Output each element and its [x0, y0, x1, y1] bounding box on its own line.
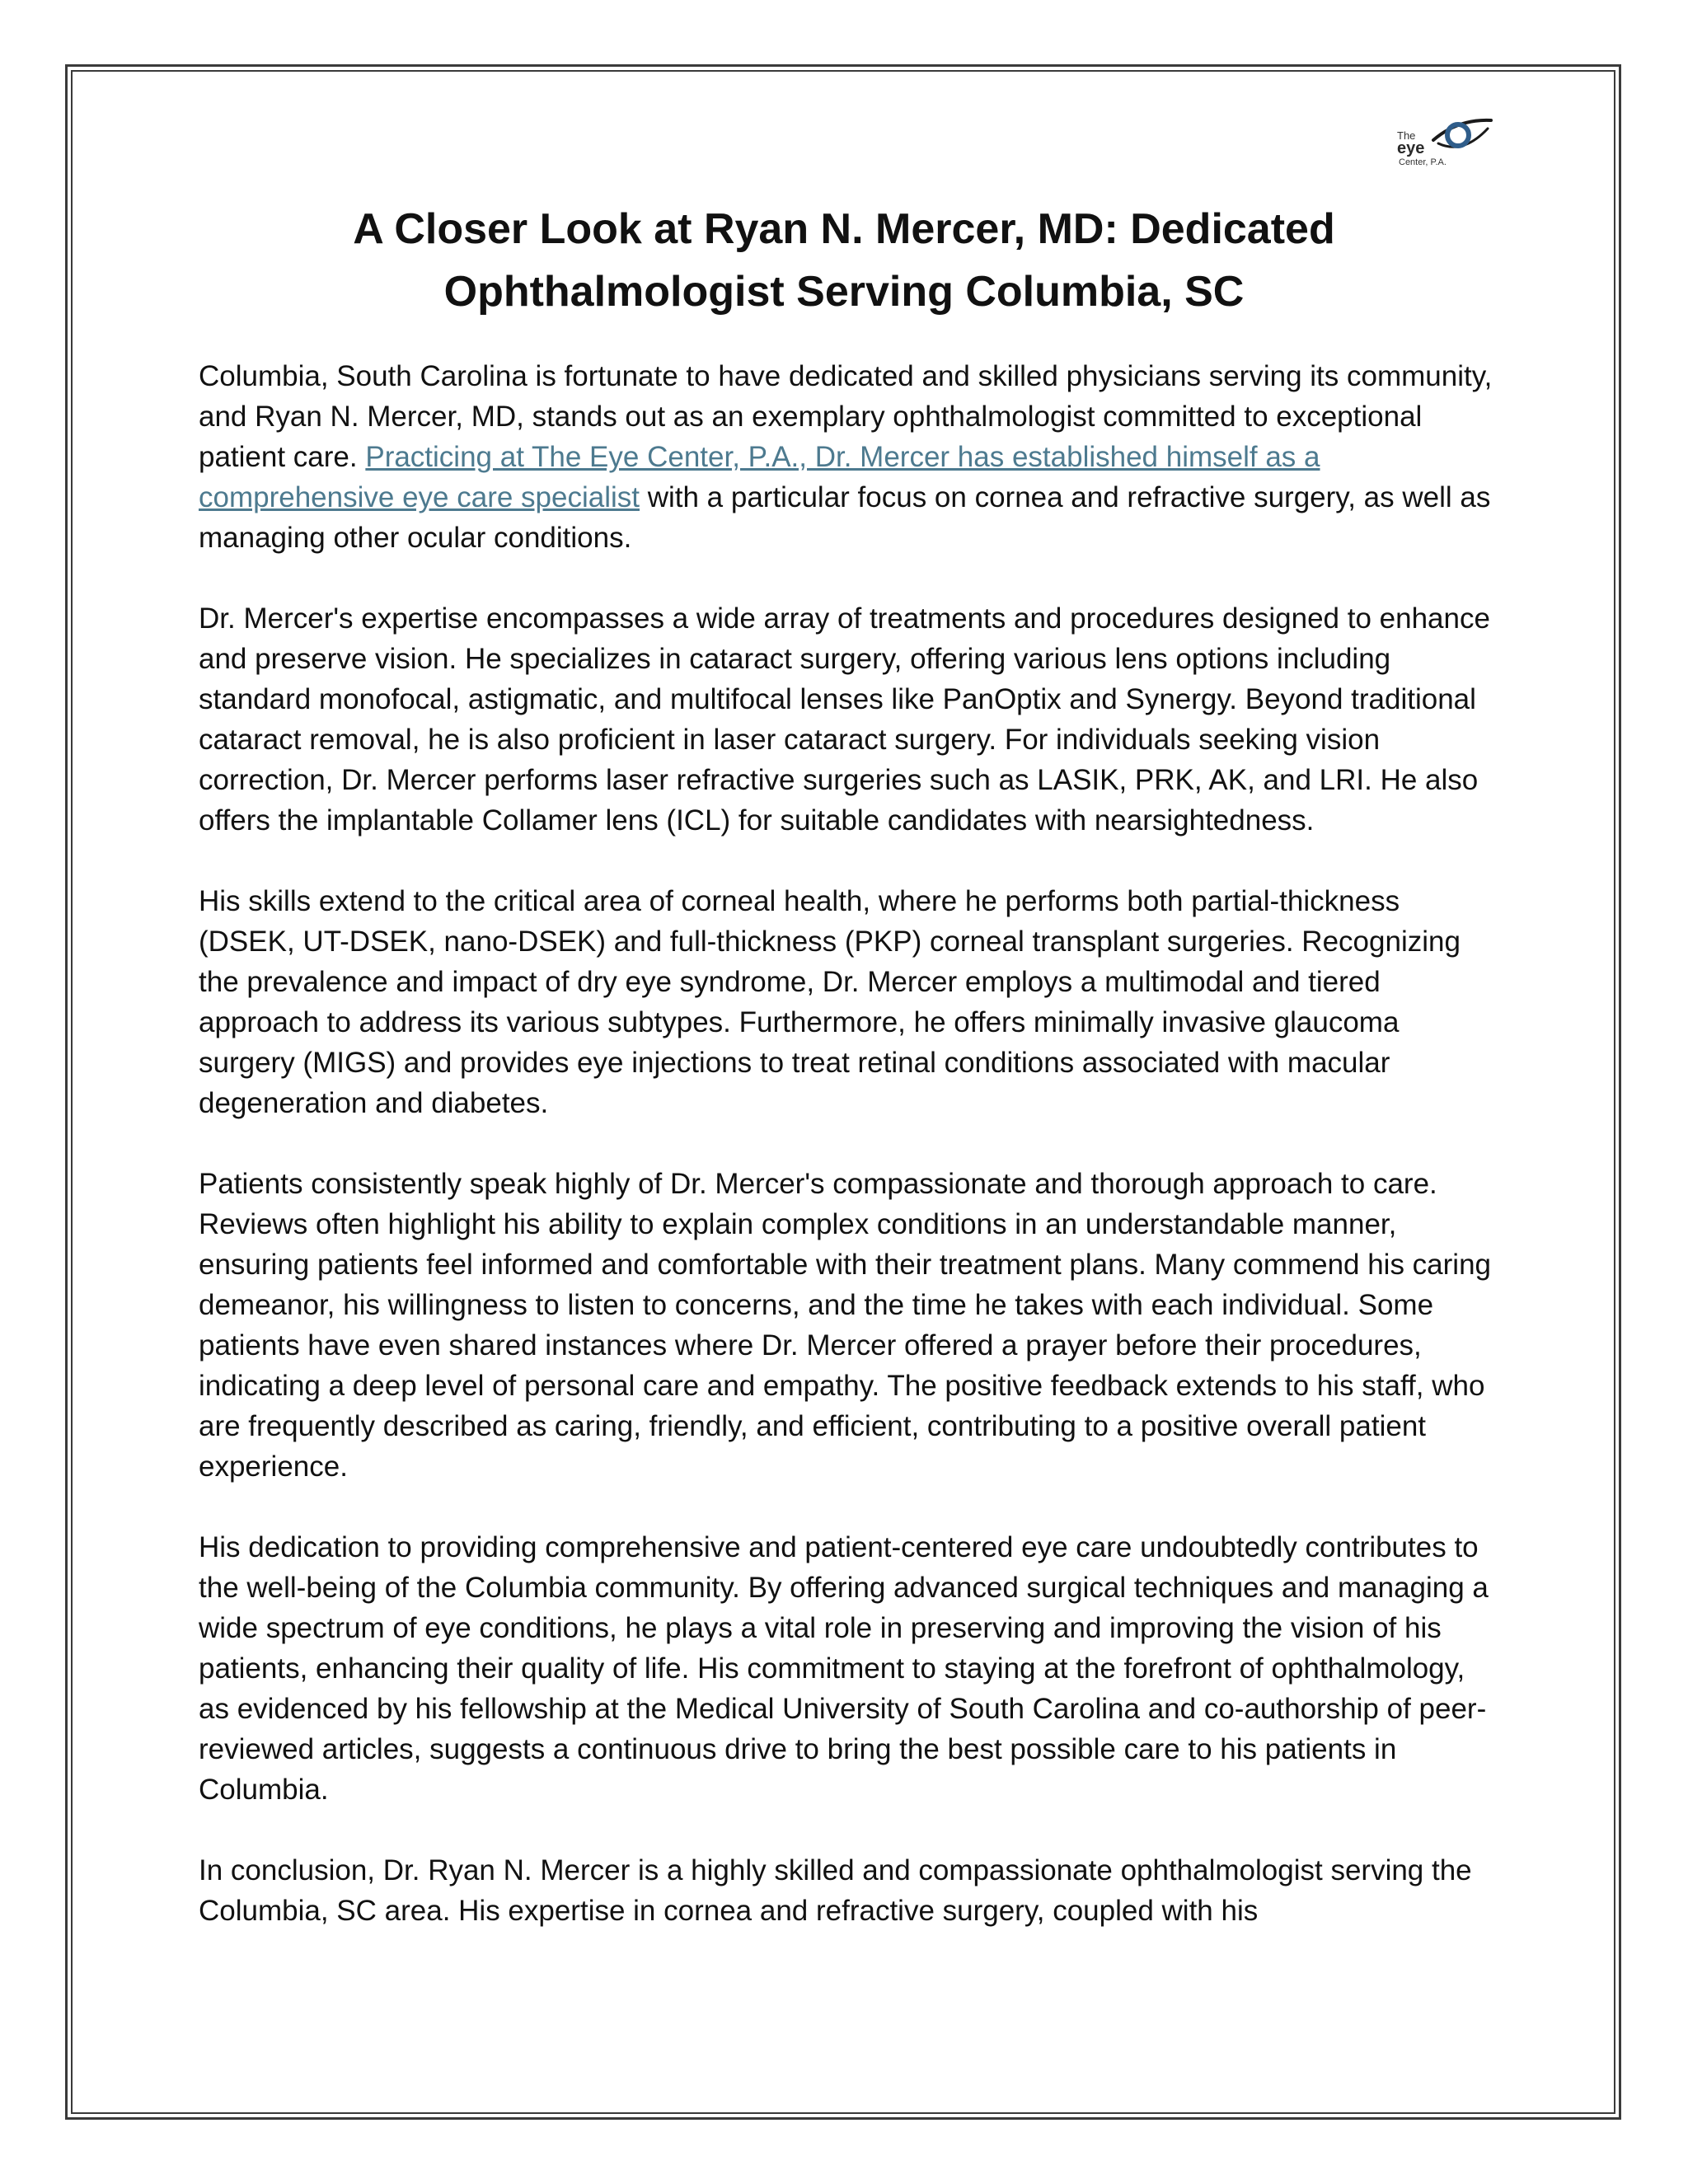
article-body — [199, 356, 1501, 1971]
article-title: A Closer Look at Ryan N. Mercer, MD: Dedicated Ophthalmologist Serving Columbia, SC — [353, 205, 1335, 316]
paragraph-dedication: His dedication to providing comprehensive and patient-centered eye care undoubtedly contributes to the well-being of the Columbia community. By offering advanced surgical techniques and managing a wide spectrum of eye conditions, he plays a vital role in preserving and improving the vision of his patients, enhancing their quality of life. His commitment to staying at the forefront of ophthalmology, as evidenced by his fellowship at the Medical University of South Carolina and co-authorship of peer-reviewed articles, suggests a continuous drive to bring the best possible care to his patients in Columbia. — [199, 1531, 1489, 1806]
paragraph-corneal-health: His skills extend to the critical area of corneal health, where he performs both partial-thickness (DSEK, UT-DSEK, nano-DSEK) and full-thickness (PKP) corneal transplant surgeries. Recognizing the prevalence and impact of dry eye syndrome, Dr. Mercer employs a multimodal and tiered approach to address its various subtypes. Furthermore, he offers minimally invasive glaucoma surgery (MIGS) and provides eye injections to treat retinal conditions associated with macular degeneration and diabetes. — [199, 885, 1461, 1119]
paragraph-patient-reviews: Patients consistently speak highly of Dr. Mercer's compassionate and thorough approach to care. Reviews often highlight his ability to explain complex conditions in an understandable manner, ensuring patients feel informed and comfortable with their treatment plans. Many commend his caring demeanor, his willingness to listen to concerns, and the time he takes with each individual. Some patients have even shared instances where Dr. Mercer offered a prayer before their procedures, indicating a deep level of personal care and empathy. The positive feedback extends to his staff, who are frequently described as caring, friendly, and efficient, contributing to a positive overall patient experience. — [199, 1168, 1492, 1483]
logo-text-the: The — [1397, 129, 1416, 142]
paragraph-intro-text-start: Columbia, South Carolina is fortunate to have dedicated and skilled physicians serving its community, and Ryan N. Mercer, MD, stands out as an exemplary ophthalmologist committed to exceptional patient care. — [199, 360, 1493, 473]
logo-text-center: Center, P.A. — [1399, 157, 1447, 167]
paragraph-intro — [199, 356, 1501, 558]
paragraph-expertise: Dr. Mercer's expertise encompasses a wide array of treatments and procedures designed to enhance and preserve vision. He specializes in cataract surgery, offering various lens options including standard monofocal, astigmatic, and multifocal lenses like PanOptix and Synergy. Beyond traditional cataract removal, he is also proficient in laser cataract surgery. For individuals seeking vision correction, Dr. Mercer performs laser refractive surgeries such as LASIK, PRK, AK, and LRI. He also offers the implantable Collamer lens (ICL) for suitable candidates with nearsightedness. — [199, 602, 1490, 837]
eye-icon — [1430, 115, 1496, 157]
eye-center-link[interactable]: Practicing at The Eye Center, P.A., Dr. Mercer has established himself as a comprehensive eye care specialist — [199, 441, 1320, 513]
eye-center-logo — [1397, 115, 1496, 173]
logo-text-eye: eye — [1397, 139, 1425, 157]
paragraph-intro-text-end: with a particular focus on cornea and refractive surgery, as well as managing other ocular conditions. — [199, 481, 1491, 554]
paragraph-conclusion: In conclusion, Dr. Ryan N. Mercer is a highly skilled and compassionate ophthalmologist serving the Columbia, SC area. His expertise in cornea and refractive surgery, coupled with his — [199, 1854, 1472, 1927]
